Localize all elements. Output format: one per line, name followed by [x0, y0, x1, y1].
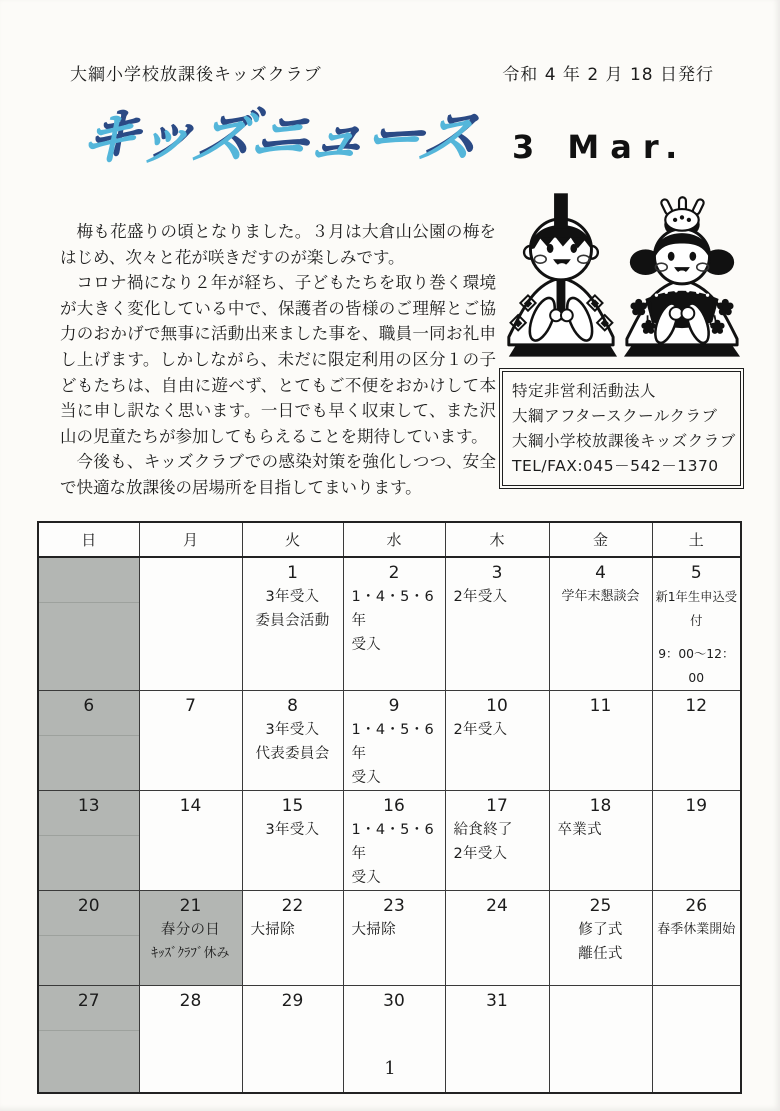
date-number: 25	[589, 896, 612, 916]
date-number: 19	[685, 796, 708, 816]
calendar-cell	[549, 557, 652, 691]
event: 2年受入	[453, 589, 508, 605]
masthead	[70, 60, 714, 85]
calendar-cell	[549, 691, 652, 791]
date-number: 3	[491, 563, 503, 583]
hina-dolls-illustration	[497, 186, 743, 362]
event: 春分の日	[160, 922, 221, 938]
contact-line: 大綱アフタースクールクラブ	[512, 407, 718, 425]
march-calendar	[37, 521, 742, 1094]
contact-line: 大綱小学校放課後キッズクラブ	[512, 432, 736, 450]
event: 代表委員会	[255, 746, 330, 762]
calendar-cell	[242, 891, 343, 986]
date-number: 7	[185, 696, 196, 716]
calendar-cell	[445, 691, 549, 791]
event: 1・4・5・6年	[351, 722, 435, 762]
weekday-tue: 火	[242, 522, 343, 557]
event: 1・4・5・6年	[351, 822, 435, 862]
weekday-sun: 日	[38, 522, 139, 557]
event: 3年受入	[265, 722, 320, 738]
event: 給食終了	[453, 822, 513, 838]
event: 大掃除	[250, 922, 295, 938]
female-doll	[624, 197, 740, 356]
hina-dolls-icon	[497, 186, 743, 362]
calendar-cell	[242, 791, 343, 891]
date-number: 8	[287, 696, 298, 716]
event: 離任式	[578, 946, 623, 962]
event: 受入	[351, 637, 382, 653]
date-number: 21	[179, 896, 202, 916]
calendar-cell	[139, 691, 242, 791]
date-number: 17	[486, 796, 508, 816]
issue-date: 令和 4 年 2 月 18 日発行	[502, 65, 714, 85]
date-number: 26	[685, 896, 708, 916]
calendar-cell	[139, 791, 242, 891]
calendar-cell	[652, 691, 741, 791]
date-number: 31	[486, 991, 508, 1011]
date-number: 5	[690, 563, 702, 583]
organization-name: 大綱小学校放課後キッズクラブ	[70, 65, 322, 85]
event: 修了式	[578, 922, 623, 938]
event: 大掃除	[351, 922, 396, 938]
calendar-cell	[445, 791, 549, 891]
calendar-cell	[38, 557, 139, 691]
calendar-cell	[38, 891, 139, 986]
date-number: 28	[179, 991, 202, 1011]
date-number: 23	[383, 896, 405, 916]
calendar-cell	[652, 791, 741, 891]
date-number: 13	[77, 796, 100, 816]
week-row	[38, 691, 741, 791]
weekday-sat: 土	[652, 522, 741, 557]
event: 1・4・5・6年	[351, 589, 435, 629]
weekday-thu: 木	[445, 522, 549, 557]
newsletter-title-logo: キッズニュース	[74, 108, 480, 173]
male-doll	[509, 193, 617, 356]
date-number: 27	[77, 991, 100, 1011]
calendar-cell	[343, 691, 445, 791]
calendar-cell	[549, 791, 652, 891]
weekday-header-row	[38, 522, 741, 557]
calendar-cell	[343, 557, 445, 691]
calendar-cell	[38, 791, 139, 891]
calendar-cell	[549, 891, 652, 986]
article-body	[60, 219, 496, 501]
calendar-cell	[445, 891, 549, 986]
date-number: 11	[589, 696, 612, 716]
event: 受入	[351, 870, 382, 886]
calendar-cell	[242, 691, 343, 791]
contact-phone: TEL/FAX:045－542－1370	[512, 457, 719, 475]
date-number: 4	[595, 563, 606, 583]
date-number: 12	[685, 696, 708, 716]
contact-info-box	[499, 368, 744, 489]
article-paragraph: 今後も、キッズクラブでの感染対策を強化しつつ、安全で快適な放課後の居場所を目指してまいります。	[60, 452, 496, 497]
calendar-cell	[343, 791, 445, 891]
month-label: 3 Mar.	[512, 128, 689, 166]
event: 学年末懇談会	[561, 589, 640, 604]
date-number: 18	[589, 796, 612, 816]
calendar-cell	[343, 891, 445, 986]
week-row	[38, 791, 741, 891]
event: 3年受入	[265, 589, 320, 605]
date-number: 6	[83, 696, 95, 716]
event: 春季休業開始	[657, 922, 736, 937]
article-paragraph: コロナ禍になり２年が経ち、子どもたちを取り巻く環境が大きく変化している中で、保護者の皆様のご理解とご協力のおかげで無事に活動出来ました事を、職員一同お礼申し上げます。しかしながら、未だに限定利用の区分１の子どもたちは、自由に遊べず、とてもご不便をおかけして本当に申し訳なく思います。一日でも早く収束して、また沢山の児童たちが参加してもらえることを期待しています。	[60, 273, 496, 446]
event: 3年受入	[265, 822, 320, 838]
date-number: 22	[281, 896, 304, 916]
date-number: 29	[281, 991, 304, 1011]
date-number: 10	[486, 696, 508, 716]
event: 9：00～12：00	[658, 647, 735, 685]
date-number: 1	[287, 563, 298, 583]
contact-line: 特定非営利活動法人	[512, 382, 657, 400]
date-number: 20	[77, 896, 100, 916]
week-row	[38, 557, 741, 691]
calendar-cell	[38, 691, 139, 791]
event: 新1年生申込受付	[655, 590, 738, 628]
calendar-cell	[242, 557, 343, 691]
event: 受入	[351, 770, 382, 786]
event: 2年受入	[453, 846, 508, 862]
page-number: 1	[384, 1058, 396, 1079]
calendar-cell	[652, 557, 741, 691]
calendar-cell	[445, 557, 549, 691]
weekday-fri: 金	[549, 522, 652, 557]
date-number: 24	[486, 896, 508, 916]
weekday-wed: 水	[343, 522, 445, 557]
event: 卒業式	[557, 822, 602, 838]
calendar-cell	[652, 891, 741, 986]
date-number: 30	[383, 991, 405, 1011]
event: ｷｯｽﾞｸﾗﾌﾞ休み	[151, 946, 230, 961]
calendar-cell-holiday	[139, 891, 242, 986]
event: 委員会活動	[255, 613, 330, 629]
event: 2年受入	[453, 722, 508, 738]
date-number: 15	[281, 796, 304, 816]
week-row	[38, 891, 741, 986]
date-number: 16	[383, 796, 405, 816]
date-number: 14	[179, 796, 202, 816]
date-number: 9	[388, 696, 400, 716]
date-number: 2	[388, 563, 400, 583]
calendar-cell	[139, 557, 242, 691]
weekday-mon: 月	[139, 522, 242, 557]
article-paragraph: 梅も花盛りの頃となりました。３月は大倉山公園の梅をはじめ、次々と花が咲きだすのが楽しみです。	[60, 222, 496, 267]
